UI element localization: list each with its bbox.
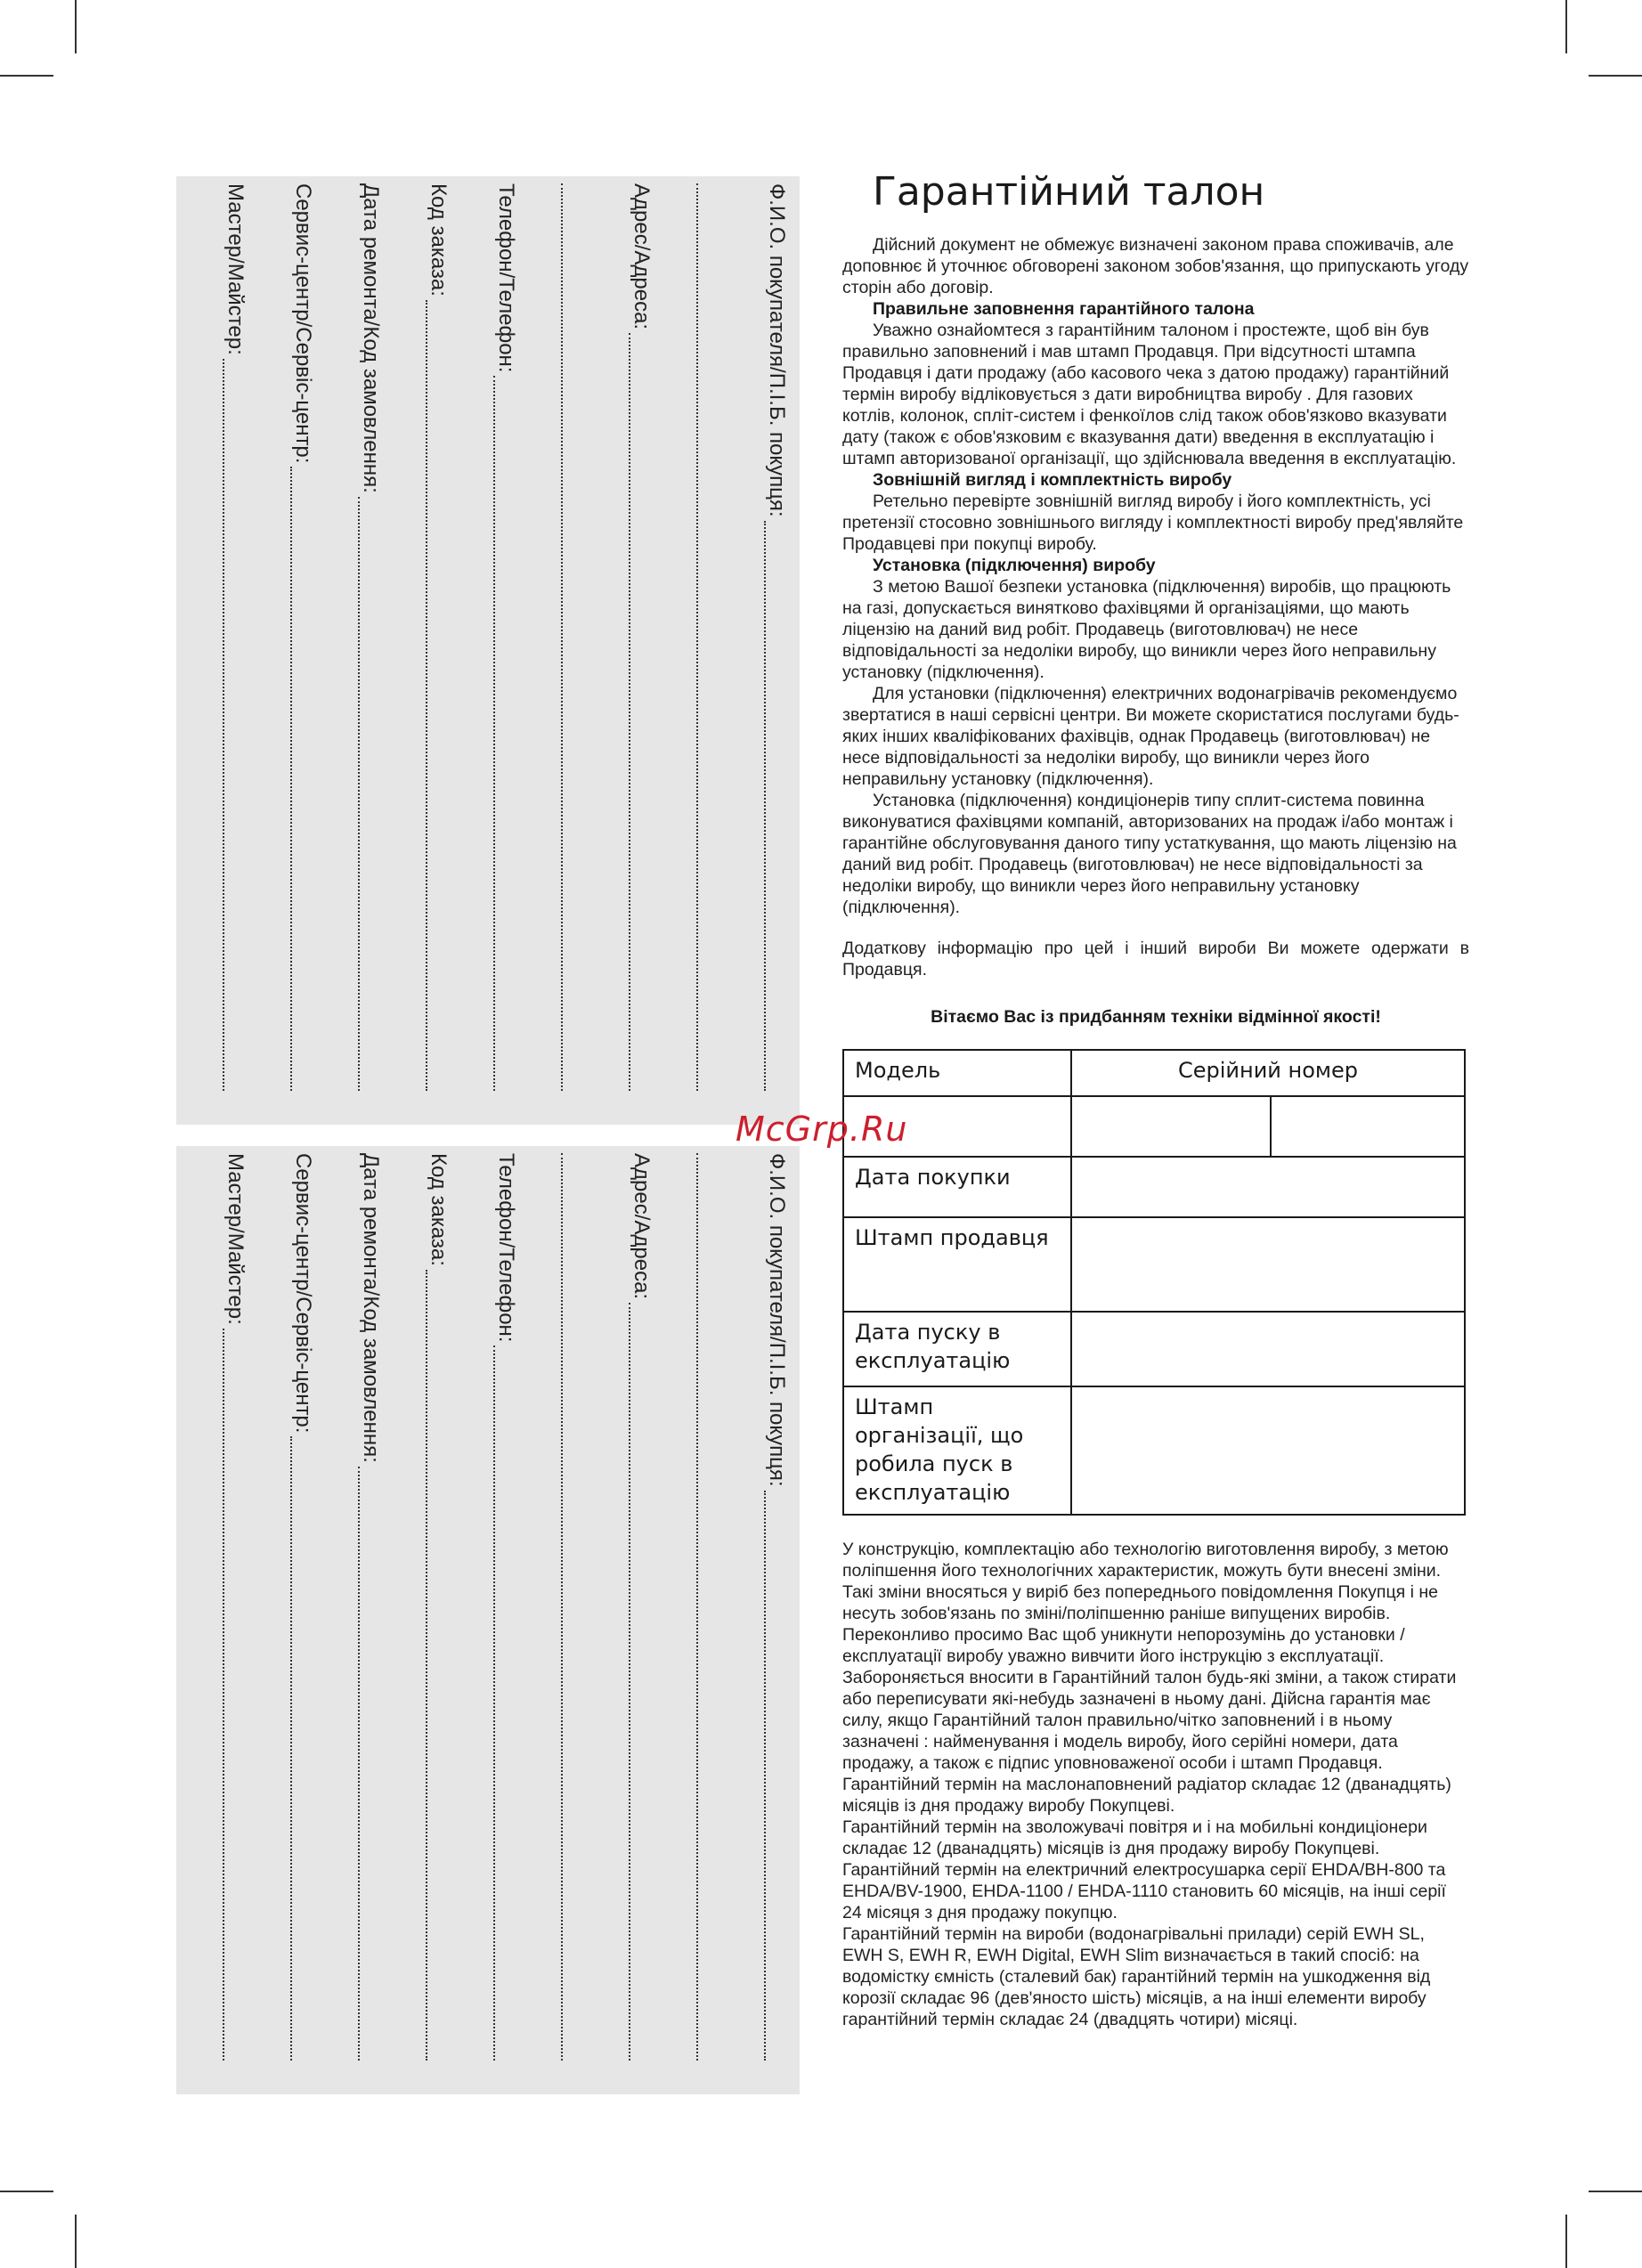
coupon-line-order-code[interactable]: Код заказа: (385, 183, 452, 1116)
crop-mark (75, 2215, 77, 2268)
coupon-line-service-center[interactable]: Сервис-центр/Сервіс-центр: (249, 1153, 317, 2085)
crop-mark (1589, 2191, 1642, 2192)
crop-mark (1565, 0, 1567, 53)
page-title: Гарантійний талон (873, 169, 1265, 215)
coupon-line-master[interactable]: Мастер/Майстер: (182, 1153, 249, 2085)
terms-paragraph: Гарантійний термін на зволожувачі повітря и і на мобильні кондиціонери складає 12 (дванадцять) місяців із дня продажу виробу Покупцеві. (842, 1817, 1427, 1858)
warranty-table (842, 1049, 1466, 1516)
section-text: Уважно ознайомтеся з гарантійним талоном і простежте, щоб він був правильно заповнений і мав штамп Продавця. При відсутності штампа Продавця і дати продажу (або касового чека з датою продажу) гарантійний термін виробу відліковується з дати виробництва виробу . Для газових котлів, колонок, спліт-систем і фенкоїлов слід також обов'язково вказувати дату (також є обов'язковим є вказування дати) введення в експлуатацію і штамп авторизованої організації, що здійснювала введення в експлуатацію. (842, 321, 1457, 468)
terms-paragraph: Гарантійний термін на вироби (водонагрівальні прилади) серій EWH SL, EWH S, EWH R, EWH Digital, EWH Slim визначається в такий спосіб: на водомістку ємність (сталевий бак) гарантійний термін на ушкодження від корозії складає 96 (дев'яносто шість) місяців, а на інші елементи виробу гарантійний термін складає 24 (двадцять чотири) місяці. (842, 1924, 1431, 2029)
coupon-line-buyer-name[interactable]: Ф.И.О. покупателя/П.І.Б. покупця: (723, 1153, 791, 2085)
section-heading: Установка (підключення) виробу (873, 556, 1156, 575)
seller-stamp-field[interactable] (1071, 1217, 1465, 1312)
coupon-line-service-center[interactable]: Сервис-центр/Сервіс-центр: (249, 183, 317, 1116)
coupon-line-phone[interactable]: Телефон/Телефон: (452, 183, 520, 1116)
coupon-line-address[interactable]: Адрес/Адреса: (588, 183, 655, 1116)
crop-mark (1565, 2215, 1567, 2268)
tear-off-coupon (176, 1146, 800, 2094)
warranty-card (842, 160, 1469, 2030)
serial-field-2[interactable] (1271, 1096, 1465, 1157)
terms-paragraph: У конструкцію, комплектацію або технологію виготовлення виробу, з метою поліпшення його технологічних характеристик, можуть бути внесені зміни. Такі зміни вносяться у виріб без попереднього повідомлення Покупця і не несуть зобов'язань по зміні/поліпшенню раніше випущених виробів. (842, 1540, 1449, 1623)
serial-label: Серійний номер (1071, 1050, 1465, 1096)
coupon-line-repair-date[interactable]: Дата ремонта/Код замовлення: (317, 183, 385, 1116)
welcome-message: Вітаємо Вас із придбанням техніки відмінної якості! (931, 1007, 1381, 1027)
tear-off-coupon (176, 176, 800, 1125)
coupon-line-blank[interactable] (655, 1153, 723, 2085)
coupon-line-buyer-name[interactable]: Ф.И.О. покупателя/П.І.Б. покупця: (723, 183, 791, 1116)
section-text: Для установки (підключення) електричних водонагрівачів рекомендуємо звертатися в наші сервісні центри. Ви можете скористатися послугами будь-яких інших кваліфікованих фахівців, однак Продавець (виготовлювач) не несе відповідальності за недоліки виробу, що виникли через його неправильну установку (підключення). (842, 684, 1459, 789)
purchase-date-field[interactable] (1071, 1157, 1465, 1217)
crop-mark (0, 2191, 53, 2192)
coupon-line-blank[interactable] (655, 183, 723, 1116)
coupon-line-blank[interactable] (520, 183, 588, 1116)
coupon-line-phone[interactable]: Телефон/Телефон: (452, 1153, 520, 2085)
serial-field-1[interactable] (1071, 1096, 1271, 1157)
terms-paragraph: Гарантійний термін на електричний електросушарка серії EHDA/BH-800 та EHDA/BV-1900, EHDA-1100 / EHDA-1110 становить 60 місяців, на інші серії 24 місяця з дня продажу покупцю. (842, 1860, 1446, 1923)
section-heading: Зовнішній вигляд і комплектність виробу (873, 470, 1232, 490)
crop-mark (75, 0, 77, 53)
section-heading: Правильне заповнення гарантійного талона (873, 299, 1255, 319)
section-text: З метою Вашої безпеки установка (підключення) виробів, що працюють на газі, допускається винятково фахівцями й організаціями, що мають ліцензію на даний вид робіт. Продавець (виготовлювач) не несе відповідальності за недоліки виробу, що виникли через його неправильну установку (підключення). (842, 577, 1451, 682)
intro-paragraph: Дійсний документ не обмежує визначені законом права споживачів, але доповнює й уточнює обговорені законом зобов'язання, що припускають угоду сторін або договір. (842, 235, 1469, 297)
start-date-label: Дата пуску в експлуатацію (843, 1312, 1071, 1386)
org-stamp-field[interactable] (1071, 1386, 1465, 1515)
coupon-line-order-code[interactable]: Код заказа: (385, 1153, 452, 2085)
start-date-field[interactable] (1071, 1312, 1465, 1386)
extra-info: Додаткову інформацію про цей і інший вироби Ви можете одержати в Продавця. (842, 939, 1469, 980)
coupon-line-blank[interactable] (520, 1153, 588, 2085)
terms-block (842, 1539, 1469, 2030)
purchase-date-label: Дата покупки (843, 1157, 1071, 1217)
crop-mark (0, 75, 53, 77)
crop-mark (1589, 75, 1642, 77)
coupon-line-address[interactable]: Адрес/Адреса: (588, 1153, 655, 2085)
seller-stamp-label: Штамп продавця (843, 1217, 1071, 1312)
coupon-line-master[interactable]: Мастер/Майстер: (182, 183, 249, 1116)
terms-paragraph: Переконливо просимо Вас щоб уникнути непорозумінь до установки /експлуатації виробу уважно вивчити його інструкцію з експлуатації. Забороняється вносити в Гарантійний талон будь-які зміни, а також стирати або переписувати які-небудь зазначені в ньому дані. Дійсна гарантія має силу, якщо Гарантійний талон правильно/чітко заповнений і в ньому зазначені : найменування і модель виробу, його серійні номери, дата продажу, а також є підпис уповноваженої особи і штамп Продавця. (842, 1625, 1457, 1773)
coupon-line-repair-date[interactable]: Дата ремонта/Код замовлення: (317, 1153, 385, 2085)
section-text: Ретельно перевірте зовнішній вигляд виробу і його комплектність, усі претензії стосовно зовнішнього вигляду і комплектності виробу пред'являйте Продавцеві при покупці виробу. (842, 492, 1464, 554)
terms-paragraph: Гарантійний термін на маслонаповнений радіатор складає 12 (дванадцять) місяців із дня продажу виробу Покупцеві. (842, 1775, 1451, 1816)
model-label: Модель (843, 1050, 1071, 1096)
watermark: McGrp.Ru (736, 1110, 908, 1149)
section-text: Установка (підключення) кондиціонерів типу сплит-система повинна виконуватися фахівцями компаній, авторизованих на продаж і/або монтаж і гарантійне обслуговування даного типу устаткування, що мають ліцензію на даний вид робіт. Продавець (виготовлювач) не несе відповідальності за недоліки виробу, що виникли через його неправильну установку (підключення). (842, 791, 1457, 917)
org-stamp-label: Штамп організації, що робила пуск в експлуатацію (843, 1386, 1071, 1515)
